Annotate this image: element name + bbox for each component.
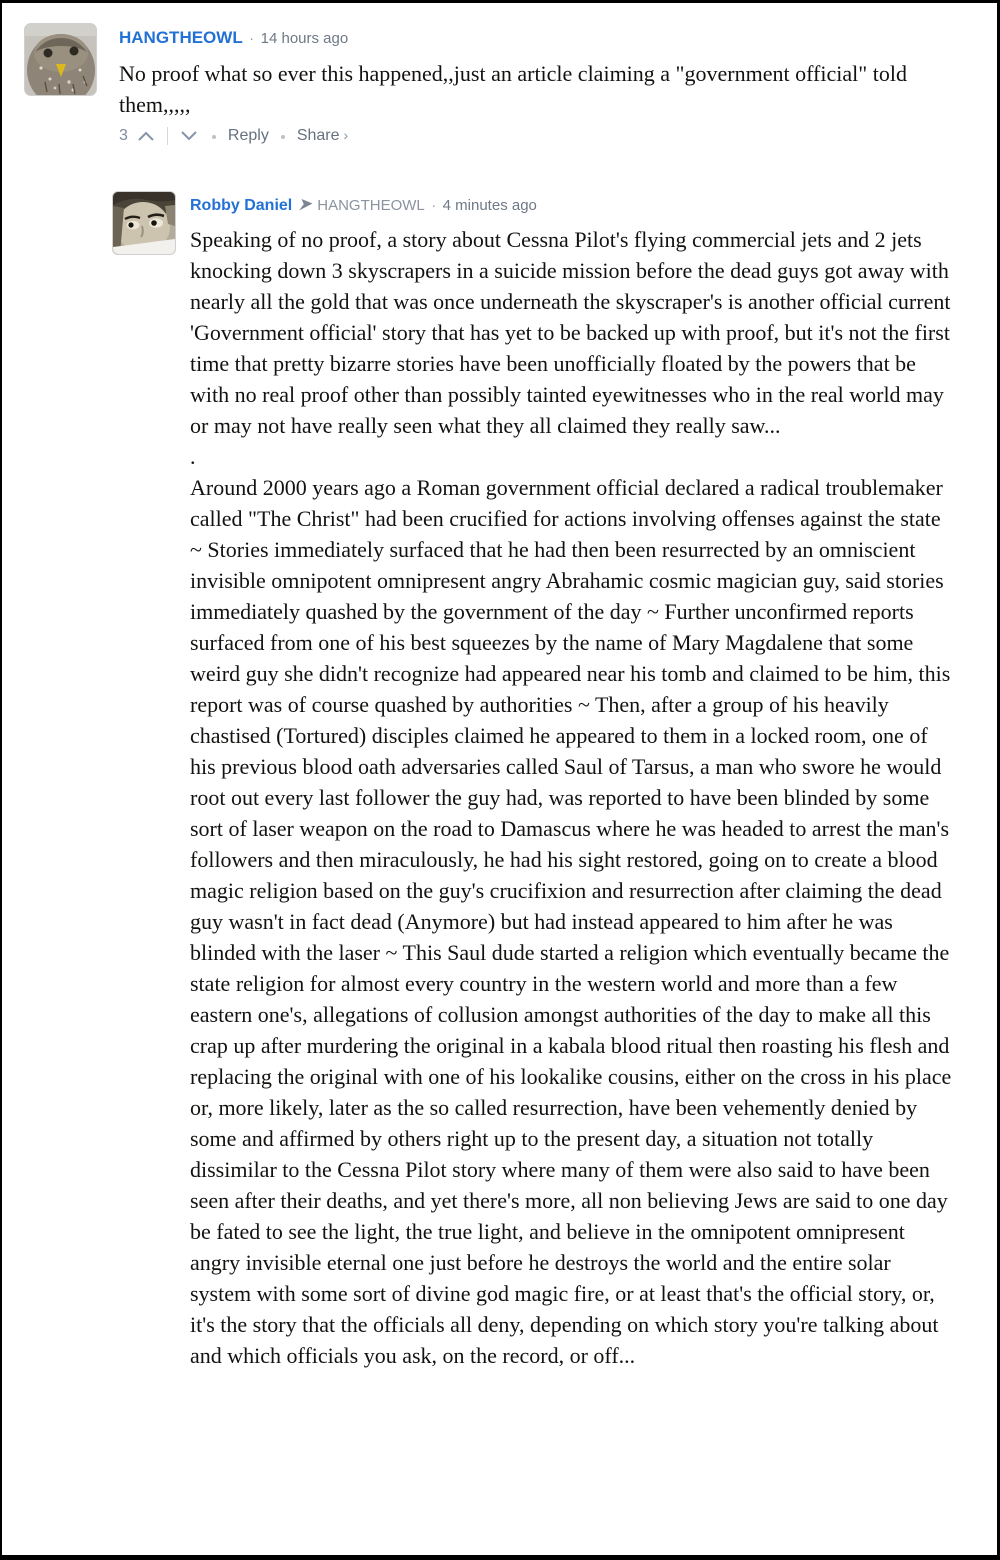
owl-photo-avatar: [25, 24, 96, 95]
author-link[interactable]: Robby Daniel: [190, 197, 293, 214]
timestamp-link[interactable]: 4 minutes ago: [442, 197, 537, 214]
comment-text: [190, 224, 952, 1371]
comment-content: [119, 23, 974, 145]
meta-separator: ·: [431, 197, 437, 214]
share-button[interactable]: [297, 127, 348, 145]
author-link[interactable]: HANGTHEOWL: [119, 28, 243, 47]
reply-button[interactable]: Reply: [227, 127, 269, 144]
upvote-button[interactable]: [135, 129, 157, 143]
chevron-down-icon: [181, 131, 197, 141]
meta-separator: ·: [249, 30, 255, 47]
chevron-right-icon: ›: [343, 127, 349, 143]
reply-arrow-icon: [298, 197, 313, 217]
upvote-count: 3: [119, 127, 128, 144]
comment-content: [190, 191, 974, 1371]
avatar[interactable]: [24, 23, 97, 96]
chevron-up-icon: [138, 131, 154, 141]
avatar[interactable]: [112, 191, 176, 255]
comment-paragraph: Speaking of no proof, a story about Cessna Pilot's flying commercial jets and 2 jets knocking down 3 skyscrapers in a suicide mission before the dead guys got away with nearly all the gold that was once underneath the skyscraper's is another official current 'Government official' story that has yet to be backed up with proof, but it's not the first time that pretty bizarre stories have been unofficially floated by the powers that be with no real proof other than possibly tainted eyewitnesses who in the real world may or may not have really seen what they all claimed they really saw...: [190, 227, 951, 438]
comment-text: [119, 58, 964, 120]
comment-paragraph: No proof what so ever this happened,,just an article claiming a "government official" told them,,,,,: [119, 61, 907, 117]
vote-divider: [167, 127, 168, 145]
comment-paragraph: Around 2000 years ago a Roman government official declared a radical troublemaker called "The Christ" had been crucified for actions involving offenses against the state ~ Stories immediately surfaced that he had then been resurrected by an omniscient invisible omnipotent omnipresent angry Abrahamic cosmic magician guy, said stories immediately quashed by the government of the day ~ Further unconfirmed reports surfaced from one of his best squeezes by the name of Mary Magdalene that some weird guy she didn't recognize had appeared near his tomb and claimed to be him, this report was of course quashed by authorities ~ Then, after a group of his heavily chastised (Tortured) disciples claimed he appeared to them in a locked room, one of his previous blood oath adversaries called Saul of Tarsus, a man who swore he would root out every last follower the guy had, was reported to have been blinded by some sort of laser weapon on the road to Damascus where he was headed to arrest the man's followers and then miraculously, he had his sight restored, going on to create a blood magic religion based on the guy's crucifixion and resurrection after claiming the dead guy wasn't in fact dead (Anymore) but had instead appeared to him after he was blinded with the laser ~ This Saul dude started a religion which eventually became the state religion for almost every country in the western world and more than a few eastern one's, allegations of collusion amongst authorities of the day to make all this crap up after murdering the original in a kabala blood ritual then roasting his flesh and replacing the original with one of his lookalike cousins, either on the cross in his place or, more likely, later as the so called resurrection, have been vehemently denied by some and affirmed by others right up to the present day, a situation not totally dissimilar to the Cessna Pilot story where many of them were also said to have been seen after their deaths, and yet there's more, all non believing Jews are said to one day be fated to see the light, the true light, and believe in the omnipotent omnipresent angry invisible eternal one just before he destroys the world and the entire solar system with some sort of divine god magic fire, or at least that's the official story, or, it's the story that the officials all deny, depending on which story you're talking about and which officials you ask, on the record, or off...: [190, 475, 952, 1368]
downvote-button[interactable]: [178, 129, 200, 143]
comment-root: [24, 23, 974, 145]
comment-actions: [119, 127, 974, 145]
comment-header: [119, 28, 974, 49]
face-photo-avatar: [113, 192, 175, 254]
dot-separator: [212, 135, 216, 139]
comment-reply: [112, 191, 974, 1371]
comment-paragraph-separator: .: [190, 444, 196, 469]
comment-header: [190, 196, 974, 216]
parent-author-link[interactable]: HANGTHEOWL: [317, 197, 425, 214]
dot-separator: [281, 135, 285, 139]
share-label: Share: [296, 127, 340, 144]
timestamp-link[interactable]: 14 hours ago: [260, 30, 349, 47]
